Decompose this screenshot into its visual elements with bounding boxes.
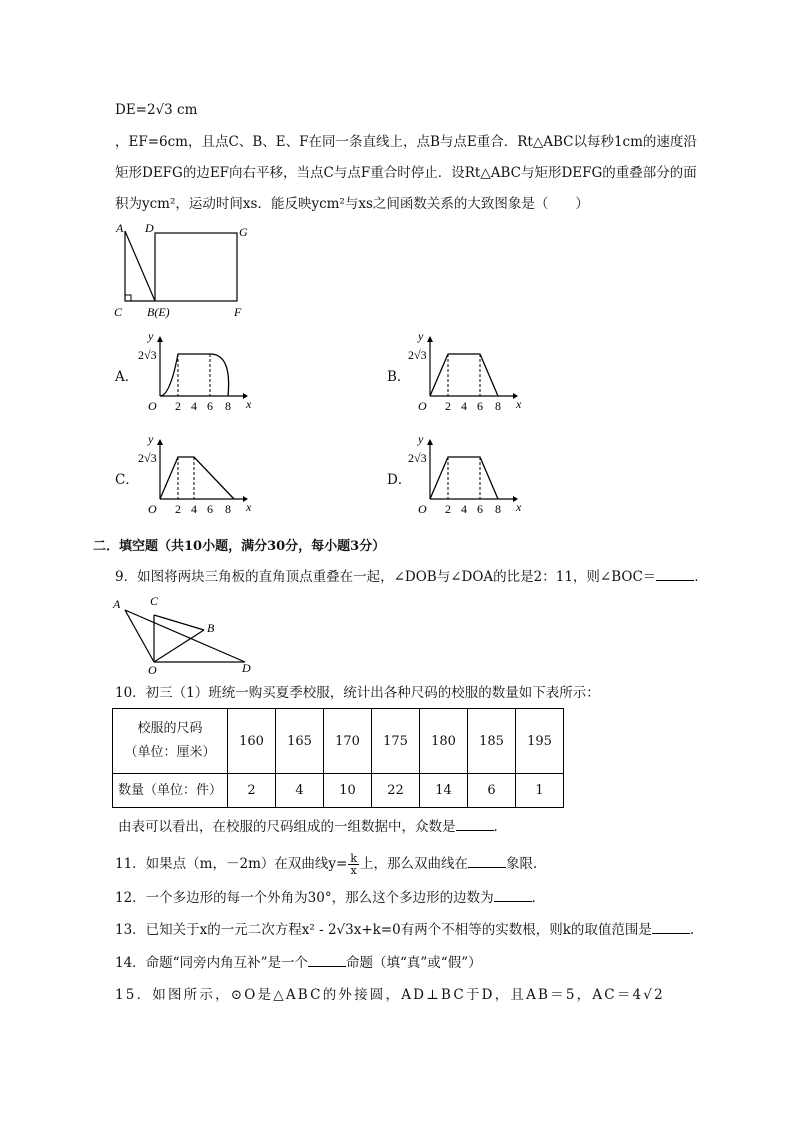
q11-blank (468, 855, 506, 868)
x-axis-label: x (516, 397, 522, 411)
q8-label-a: A (116, 221, 124, 235)
q9-question: 9．如图将两块三角板的直角顶点重叠在一起，∠DOB与∠DOA的比是2：11，则∠BOC＝ (115, 569, 657, 585)
q14-tail: 命题（填“真”或“假”） (345, 955, 482, 971)
header-line-1: 校服的尺码 (137, 721, 203, 736)
q8-label-be: B(E) (147, 305, 170, 319)
q8-fig-ab (125, 231, 155, 301)
x-tick-label: 6 (207, 502, 213, 516)
q11-post: 上，那么双曲线在 (359, 856, 468, 872)
q9-line-cb (154, 615, 204, 630)
q10-table (112, 708, 564, 808)
q11-pre: 11．如果点（m，－2m）在双曲线y= (115, 856, 348, 872)
section-2-title: 二．填空题（共10小题，满分30分，每小题3分） (93, 539, 386, 554)
q10-after-text: 由表可以看出，在校服的尺码组成的一组数据中，众数是 (118, 819, 456, 835)
x-tick-label: 2 (445, 502, 451, 516)
y-axis-label: y (418, 330, 424, 343)
q9-label-a: A (113, 597, 121, 611)
origin-label: O (418, 399, 427, 413)
q8-label-d: D (145, 221, 154, 235)
table-cell: 10 (324, 774, 372, 808)
q8-line-3: 矩形DEFG的边EF向右平移，当点C与点F重合时停止．设Rt△ABC与矩形DEFG的重叠部分的面 (115, 165, 697, 181)
table-cell: 160 (228, 709, 276, 774)
x-tick-label: 8 (225, 502, 231, 516)
q9-label-o: O (148, 663, 157, 675)
q12-blank (494, 889, 532, 902)
q14-text (115, 954, 482, 972)
q11-text (115, 853, 546, 876)
function-curve (160, 457, 234, 499)
option-a-letter: A． (115, 369, 139, 385)
q8-fig-rectangle (155, 233, 237, 301)
table-cell: 165 (276, 709, 324, 774)
y-axis-label: y (148, 330, 154, 343)
q10-after (118, 818, 507, 836)
q14-question: 14．命题“同旁内角互补”是一个 (115, 955, 308, 971)
q8-line-2: ，EF=6cm，且点C、B、E、F在同一条直线上，点B与点E重合．Rt△ABC以每秒1cm的速度沿 (115, 134, 697, 150)
x-tick-label: 4 (191, 502, 197, 516)
function-curve (430, 354, 498, 396)
y-tick-label: 2√3 (408, 348, 427, 362)
x-axis-label: x (246, 500, 252, 514)
x-tick-label: 2 (175, 502, 181, 516)
y-axis-label: y (418, 433, 424, 446)
q14-blank (308, 954, 346, 967)
q9-text (115, 568, 708, 586)
table-header-size (113, 709, 228, 774)
q9-tail: ． (694, 569, 708, 585)
q9-label-c: C (150, 594, 159, 608)
q8-figure (108, 220, 258, 320)
q9-label-b: B (207, 621, 215, 635)
x-tick-label: 8 (225, 399, 231, 413)
origin-label: O (148, 399, 157, 413)
q10-text: 10．初三（1）班统一购买夏季校服，统计出各种尺码的校服的数量如下表所示： (115, 685, 600, 701)
option-a-graph (138, 330, 253, 415)
q8-fig-right-angle (125, 295, 131, 301)
table-cell: 175 (372, 709, 420, 774)
y-axis-arrow (157, 336, 163, 342)
option-b-graph (408, 330, 523, 415)
x-tick-label: 8 (495, 399, 501, 413)
table-cell: 22 (372, 774, 420, 808)
x-tick-label: 4 (191, 399, 197, 413)
q8-label-f: F (234, 305, 242, 319)
x-tick-label: 8 (495, 502, 501, 516)
table-cell: 185 (468, 709, 516, 774)
q10-after-tail: ． (493, 819, 507, 835)
q12-text (115, 889, 545, 907)
x-axis-label: x (246, 397, 252, 411)
y-tick-label: 2√3 (408, 451, 427, 465)
q8-line-4: 积为ycm²，运动时间xs．能反映ycm²与xs之间函数关系的大致图象是（ ） (115, 196, 589, 212)
x-tick-label: 6 (207, 399, 213, 413)
q8-label-c: C (114, 305, 123, 319)
q11-fraction (348, 853, 359, 876)
table-cell: 170 (324, 709, 372, 774)
q8-line-1: DE=2√3 cm (115, 102, 198, 118)
q13-tail: ． (689, 922, 704, 938)
x-tick-label: 4 (461, 502, 467, 516)
q9-line-ad (125, 610, 245, 662)
x-tick-label: 2 (445, 399, 451, 413)
header-line-2: （单位：厘米） (124, 745, 216, 760)
table-cell: 1 (516, 774, 564, 808)
q9-line-ao (125, 610, 154, 662)
x-axis-label: x (516, 500, 522, 514)
table-cell: 180 (420, 709, 468, 774)
y-axis-arrow (427, 336, 433, 342)
origin-label: O (418, 502, 427, 516)
q12-tail: ． (531, 890, 546, 906)
q10-blank (456, 818, 494, 831)
table-cell: 14 (420, 774, 468, 808)
q9-line-ob (154, 630, 204, 662)
option-c-letter: C． (115, 472, 139, 488)
q11-denominator: x (350, 864, 357, 877)
option-b-letter: B． (387, 369, 411, 385)
function-curve (160, 354, 229, 396)
q11-tail: 象限． (505, 856, 547, 872)
function-curve (430, 457, 498, 499)
table-cell: 2 (228, 774, 276, 808)
table-cell: 4 (276, 774, 324, 808)
table-row (113, 774, 564, 808)
table-cell: 195 (516, 709, 564, 774)
y-axis-label: y (148, 433, 154, 446)
q13-text (115, 921, 703, 939)
q13-question: 13．已知关于x的一元二次方程x² - 2√3x+k=0有两个不相等的实数根，则k的取值范围是 (115, 922, 652, 938)
q11-numerator: k (350, 852, 357, 865)
y-tick-label: 2√3 (138, 348, 157, 362)
option-d-graph (408, 433, 523, 518)
q15-text: 15．如图所示，⊙O是△ABC的外接圆，AD⊥BC于D，且AB＝5，AC＝4√2 (115, 987, 665, 1003)
q9-figure (108, 590, 258, 675)
option-d-letter: D． (387, 472, 412, 488)
q8-label-g: G (239, 225, 248, 239)
x-tick-label: 4 (461, 399, 467, 413)
q13-blank (652, 921, 690, 934)
y-axis-arrow (427, 439, 433, 445)
x-tick-label: 6 (477, 399, 483, 413)
x-tick-label: 6 (477, 502, 483, 516)
table-row (113, 709, 564, 774)
option-c-graph (138, 433, 253, 518)
y-axis-arrow (157, 439, 163, 445)
q9-label-d: D (242, 661, 251, 675)
x-tick-label: 2 (175, 399, 181, 413)
q12-question: 12．一个多边形的每一个外角为30°，那么这个多边形的边数为 (115, 890, 494, 906)
q9-blank (656, 568, 694, 581)
table-header-count: 数量（单位：件） (113, 774, 228, 808)
origin-label: O (148, 502, 157, 516)
table-cell: 6 (468, 774, 516, 808)
y-tick-label: 2√3 (138, 451, 157, 465)
